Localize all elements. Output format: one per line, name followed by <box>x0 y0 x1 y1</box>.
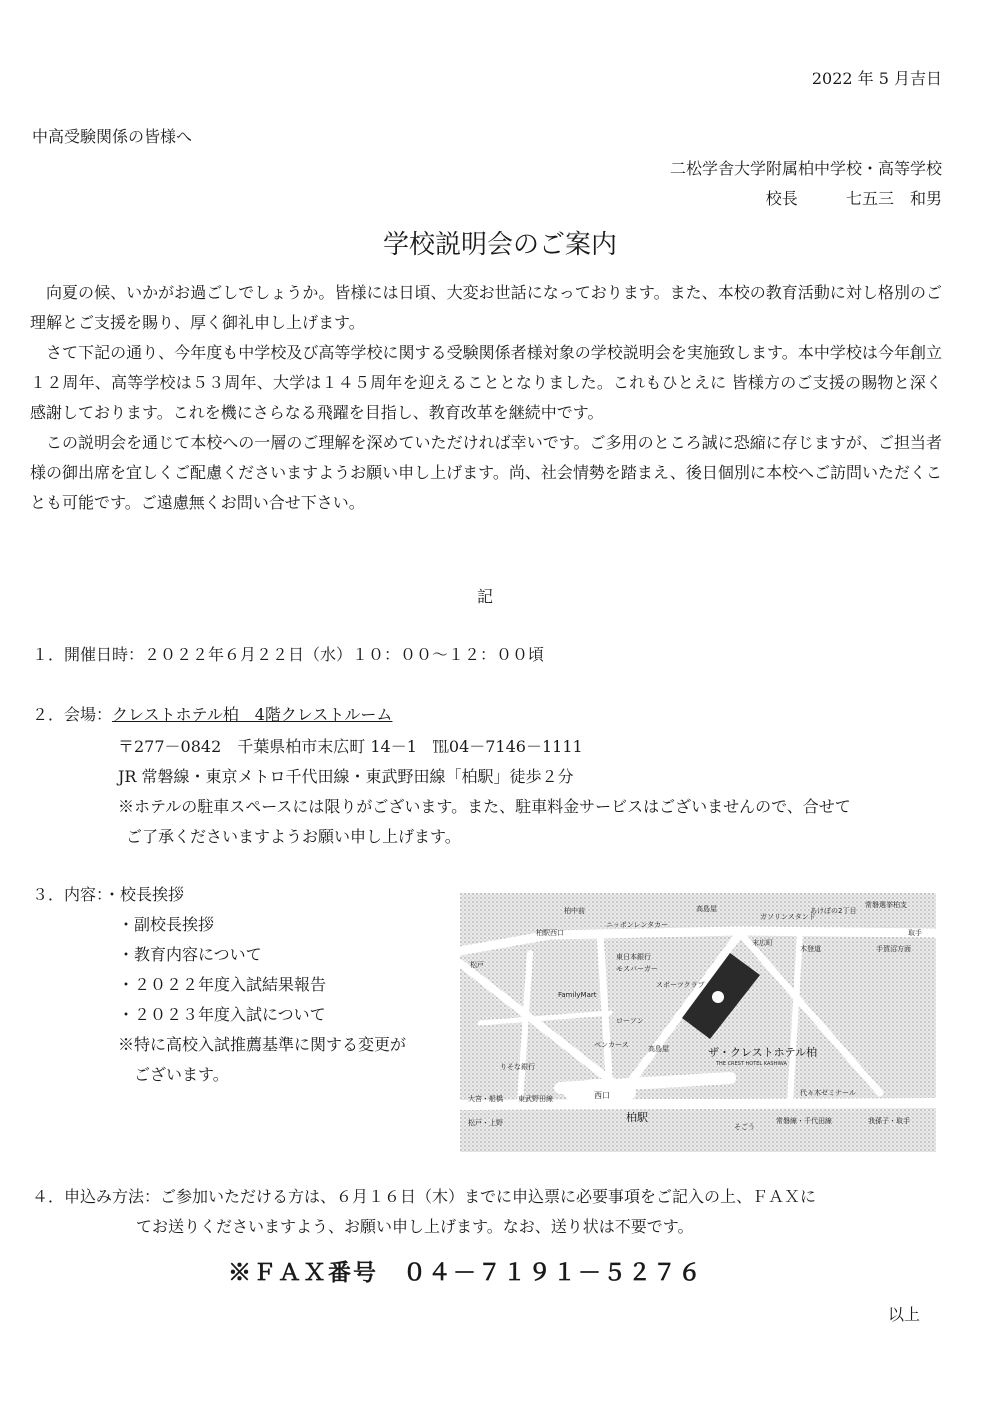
content-item: ・副校長挨拶 <box>118 915 215 934</box>
venue-address: 〒277－0842 千葉県柏市末広町 14－1 ℡04－7146－1111 <box>118 737 583 756</box>
map-label: 末広町 <box>752 939 773 947</box>
fax-number: ※ＦＡＸ番号 ０４－７１９１－５２７６ <box>228 1259 703 1286</box>
map-label: ガソリンスタンド <box>760 913 816 921</box>
map-label: そごう <box>734 1123 755 1131</box>
principal-title: 校長 <box>765 189 798 208</box>
hotel-marker <box>712 991 724 1003</box>
map-label: 木登道 <box>800 945 821 953</box>
map-label: 我孫子・取手 <box>868 1117 910 1125</box>
map-label: 松戸・上野 <box>468 1119 503 1127</box>
map-hotel-label: ザ・クレストホテル柏 <box>708 1046 818 1059</box>
access-map <box>460 893 936 1152</box>
contents-label: ３．内容： <box>32 885 105 904</box>
school-name: 二松学舎大学附属柏中学校・高等学校 <box>669 159 942 178</box>
principal-line <box>766 186 942 209</box>
map-label: 柏駅西口 <box>536 929 564 937</box>
map-west-exit-label: 西口 <box>594 1091 610 1100</box>
document-date: 2022 年 5 月吉日 <box>811 69 942 88</box>
map-label: 代々木ゼミナール <box>800 1089 856 1097</box>
contents-note-1: ※特に高校入試推薦基準に関する変更が <box>118 1035 407 1054</box>
map-label: 東武野田線 <box>518 1095 553 1103</box>
body-paragraph-3: この説明会を通じて本校への一層のご理解を深めていただければ幸いです。ご多用のところ誠に恐縮に存じますが、ご担当者様の御出席を宜しくご配慮くださいますようお願い申し上げます。尚、社会情勢を踏まえ、後日個別に本校へご訪問いただくことも可能です。ご遠慮無くお問い合せ下さい。 <box>30 433 942 512</box>
map-label: 常磐線・千代田線 <box>776 1117 832 1125</box>
content-item: ・校長挨拶 <box>104 885 185 904</box>
principal-name: 七五三 和男 <box>845 189 942 208</box>
map-label: FamilyMart <box>558 991 597 999</box>
addressee: 中高受験関係の皆様へ <box>32 127 193 146</box>
closing-word: 以上 <box>887 1305 920 1324</box>
item-date-time: １．開催日時：２０２２年６月２２日（水）１０：００～１２：００頃 <box>32 645 545 664</box>
venue-name: クレストホテル柏 4階クレストルーム <box>112 705 393 724</box>
map-label: 取手 <box>908 929 922 937</box>
item-application: ４．申込み方法：ご参加いただける方は、６月１６日（木）までに申込票に必要事項をご記入の上、ＦＡＸに <box>32 1187 817 1206</box>
body-paragraph-2: さて下記の通り、今年度も中学校及び高等学校に関する受験関係者様対象の学校説明会を実施致します。本中学校は今年創立１２周年、高等学校は５３周年、大学は１４５周年を迎えることとなりました。これもひとえに 皆様方のご支援の賜物と深く感謝しております。これを機にさらなる飛躍を目指し、教育改革を継続中です。 <box>30 343 942 422</box>
item-contents <box>32 882 184 905</box>
map-label: ニッポンレンタカー <box>606 921 669 929</box>
map-label: 東日本銀行 <box>616 953 651 961</box>
contents-note-2: ございます。 <box>134 1065 229 1084</box>
map-label: りそな銀行 <box>500 1063 535 1071</box>
content-item: ・教育内容について <box>118 945 262 964</box>
item-application-2: てお送りくださいますよう、お願い申し上げます。なお、送り状は不要です。 <box>136 1217 694 1236</box>
map-label: ローソン <box>616 1017 644 1025</box>
map-label: 高島屋 <box>648 1045 669 1053</box>
content-item: ・２０２２年度入試結果報告 <box>118 975 327 994</box>
map-label: 常磐選挙柏支 <box>865 901 907 909</box>
map-label: 松戸 <box>470 961 484 969</box>
venue-label: ２．会場： <box>32 705 113 724</box>
parking-note-2: ご了承くださいますようお願い申し上げます。 <box>126 827 461 846</box>
map-hotel-label-en: THE CREST HOTEL KASHIWA <box>716 1061 787 1067</box>
venue-access: JR 常磐線・東京メトロ千代田線・東武野田線「柏駅」徒歩２分 <box>118 767 574 786</box>
parking-note-1: ※ホテルの駐車スペースには限りがございます。また、駐車料金サービスはございませんので、合せて <box>118 797 851 816</box>
body-paragraph-1: 向夏の候、いかがお過ごしでしょうか。皆様には日頃、大変お世話になっております。また、本校の教育活動に対し格別のご理解とご支援を賜り、厚く御礼申し上げます。 <box>30 283 942 332</box>
map-label: 手賀沼方面 <box>876 945 911 953</box>
item-venue <box>32 702 392 725</box>
map-label: モスバーガー <box>616 965 658 973</box>
map-label: 高島屋 <box>696 905 717 913</box>
map-label: スポーツクラブ <box>656 981 705 989</box>
map-label: 大宮・船橋 <box>468 1095 503 1103</box>
map-label: ペンカース <box>594 1041 629 1049</box>
document-title: 学校説明会のご案内 <box>382 230 617 260</box>
map-station-label: 柏駅 <box>626 1111 648 1124</box>
map-label: あけぼの2丁目 <box>810 907 857 915</box>
ki-heading: 記 <box>476 587 493 606</box>
content-item: ・２０２３年度入試について <box>118 1005 326 1024</box>
map-label: 柏中前 <box>564 907 585 915</box>
